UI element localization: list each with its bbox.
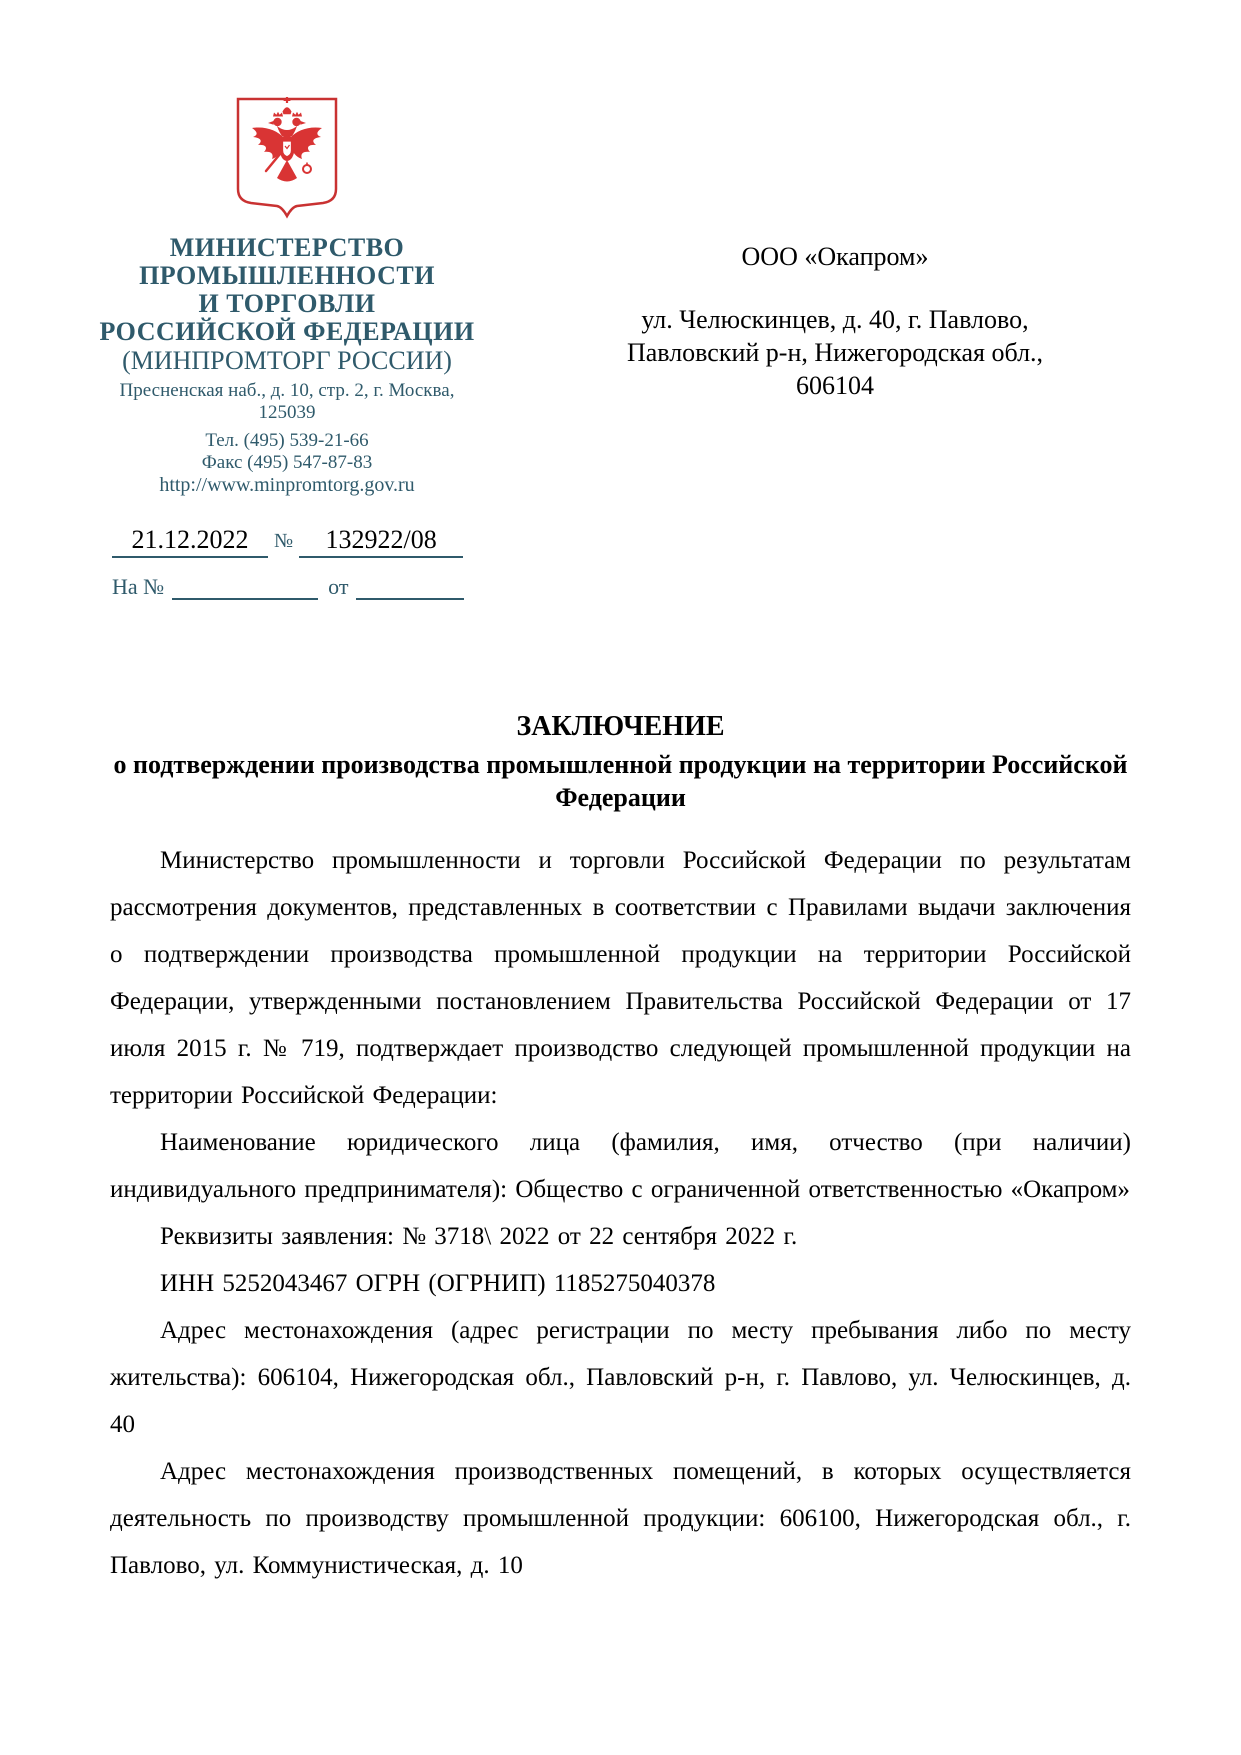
ref-prefix-label: На №	[112, 574, 165, 599]
body-paragraph: Министерство промышленности и торговли Российской Федерации по результатам рассмотрения документов, представленных в соответствии с Правилами выдачи заключения о подтверждении производства промышленной продукции на территории Российской Федерации, утвержденными постановлением Правительства Российской Федерации от 17 июля 2015 г. № 719, подтверждает производство следующей промышленной продукции на территории Российской Федерации:	[110, 847, 1131, 1109]
ref-from-label: от	[328, 574, 349, 599]
document-number-row	[92, 525, 482, 558]
ref-date-blank-line	[356, 578, 464, 600]
ministry-phone: Тел. (495) 539-21-66	[205, 430, 369, 451]
recipient-name: ООО «Окапром»	[741, 242, 929, 271]
coat-of-arms-eagle	[252, 97, 322, 182]
document-title: ЗАКЛЮЧЕНИЕ	[516, 711, 725, 742]
ministry-website: http://www.minpromtorg.gov.ru	[159, 474, 415, 496]
ministry-name-line: РОССИЙСКОЙ ФЕДЕРАЦИИ	[99, 317, 475, 346]
recipient-block	[562, 240, 1108, 402]
body-paragraph: ИНН 5252043467 ОГРН (ОГРНИП) 1185275040378	[160, 1270, 716, 1297]
document-title-block	[110, 710, 1131, 814]
body-paragraph: Наименование юридического лица (фамилия, имя, отчество (при наличии) индивидуального предпринимателя): Общество с ограниченной ответственностью «Окапром»	[110, 1129, 1131, 1203]
ministry-fax: Факс (495) 547-87-83	[201, 452, 373, 473]
document-body	[110, 837, 1131, 1589]
recipient-address-line: Павловский р-н, Нижегородская обл.,	[626, 338, 1044, 367]
doc-date-field	[112, 525, 268, 558]
ministry-name	[92, 234, 482, 346]
body-paragraph: Адрес местонахождения (адрес регистрации по месту пребывания либо по месту жительства): 606104, Нижегородская обл., Павловский р-н, г. Павлово, ул. Челюскинцев, д. 40	[110, 1317, 1131, 1438]
doc-date-value: 21.12.2022	[131, 525, 249, 554]
ministry-name-line: И ТОРГОВЛИ	[198, 289, 376, 318]
recipient-address	[562, 303, 1108, 402]
ref-number-blank-line	[172, 578, 318, 600]
doc-number-field	[299, 525, 463, 558]
recipient-address-line: 606104	[796, 371, 874, 400]
ministry-name-line: ПРОМЫШЛЕННОСТИ	[139, 261, 435, 290]
doc-number-value: 132922/08	[325, 525, 437, 554]
ministry-postal-address: Пресненская наб., д. 10, стр. 2, г. Москва, 125039	[119, 380, 455, 423]
ministry-letterhead	[92, 96, 482, 600]
recipient-address-line: ул. Челюскинцев, д. 40, г. Павлово,	[641, 305, 1029, 334]
ministry-short-name: (МИНПРОМТОРГ РОССИИ)	[122, 346, 452, 375]
body-paragraph: Реквизиты заявления: № 3718\ 2022 от 22 сентября 2022 г.	[160, 1223, 798, 1250]
number-sign: №	[274, 530, 294, 552]
body-paragraph: Адрес местонахождения производственных помещений, в которых осуществляется деятельность по производству промышленной продукции: 606100, Нижегородская обл., г. Павлово, ул. Коммунистическая, д. 10	[110, 1458, 1131, 1579]
coat-of-arms-icon	[235, 96, 339, 222]
document-subtitle: о подтверждении производства промышленной продукции на территории Российской Федерации	[113, 750, 1128, 812]
ministry-name-line: МИНИСТЕРСТВО	[169, 233, 405, 262]
reference-number-row	[92, 574, 482, 600]
